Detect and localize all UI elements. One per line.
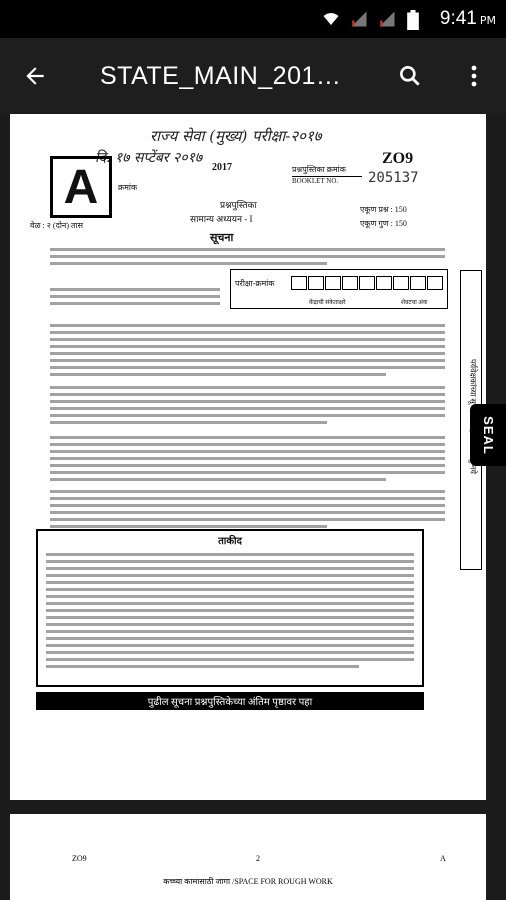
search-icon: [397, 63, 423, 89]
rough-work-label: कच्च्या कामासाठी जागा /SPACE FOR ROUGH WORK: [163, 877, 333, 886]
signal-icon-2: [378, 10, 396, 28]
roll-sub-1: केंद्राची संकेताक्षरे: [309, 300, 346, 306]
seat-label: क्रमांक: [118, 183, 138, 192]
status-bar: [0, 0, 506, 38]
search-button[interactable]: [378, 38, 442, 114]
roll-sub-2: शेवटचा अंक: [401, 300, 428, 306]
document-title: STATE_MAIN_201…: [100, 61, 342, 90]
time-label: वेळ : २ (दोन) तास: [30, 221, 84, 230]
total-questions: एकूण प्रश्न : 150: [360, 205, 407, 214]
instruction-5: [50, 432, 445, 485]
pdf-page-1[interactable]: [10, 114, 486, 800]
booklet-no-box: [292, 176, 362, 185]
clock: 9:41 PM: [439, 8, 496, 29]
instructions-heading: सूचना: [210, 232, 234, 244]
instruction-2: [50, 284, 220, 309]
subject: सामान्य अध्ययन - I: [190, 214, 253, 224]
year: 2017: [212, 162, 232, 173]
footer-note: पुढील सूचना प्रश्नपुस्तिकेच्या अंतिम पृष्ठावर पहा: [36, 692, 424, 710]
booklet-label-mr: प्रश्नपुस्तिका क्रमांक: [292, 165, 346, 174]
roll-label: परीक्षा-क्रमांक: [235, 279, 275, 288]
seal-tab[interactable]: [470, 404, 506, 466]
pdf-page-2[interactable]: [10, 814, 486, 900]
handwritten-exam-name: राज्य सेवा (मुख्य) परीक्षा-२०१७: [150, 127, 322, 145]
battery-icon: [406, 10, 424, 28]
roll-number-grid: [230, 269, 448, 309]
more-vert-icon: [470, 63, 478, 89]
signal-icon-1: [350, 10, 368, 28]
booklet-number: 205137: [368, 170, 419, 186]
instruction-6-7: [50, 486, 445, 532]
page-2-number: 2: [256, 854, 260, 863]
total-marks: एकूण गुण : 150: [360, 219, 407, 228]
booklet-label-en: BOOKLET NO.: [292, 177, 339, 185]
booklet-series-letter: A: [50, 156, 112, 218]
page-2-booklet-letter: A: [440, 854, 446, 863]
instruction-4b: [50, 382, 445, 428]
back-button[interactable]: [0, 38, 70, 114]
page-2-series-code: ZO9: [72, 854, 87, 863]
handwritten-date: दि. १७ सप्टेंबर २०१७: [95, 150, 203, 166]
instruction-1: [50, 244, 445, 269]
warning-heading: ताकीद: [218, 536, 242, 547]
instruction-3-4: [50, 320, 445, 380]
app-bar: [0, 38, 506, 114]
seal-tab-label: SEAL: [480, 415, 496, 455]
arrow-left-icon: [22, 63, 48, 89]
page-1-content: [30, 124, 450, 724]
pdf-viewer[interactable]: [0, 114, 506, 900]
wifi-icon: [322, 10, 340, 28]
warning-box: [36, 529, 424, 687]
more-options-button[interactable]: [442, 38, 506, 114]
booklet-title: प्रश्नपुस्तिका: [220, 200, 257, 210]
series-code: ZO9: [382, 150, 414, 167]
